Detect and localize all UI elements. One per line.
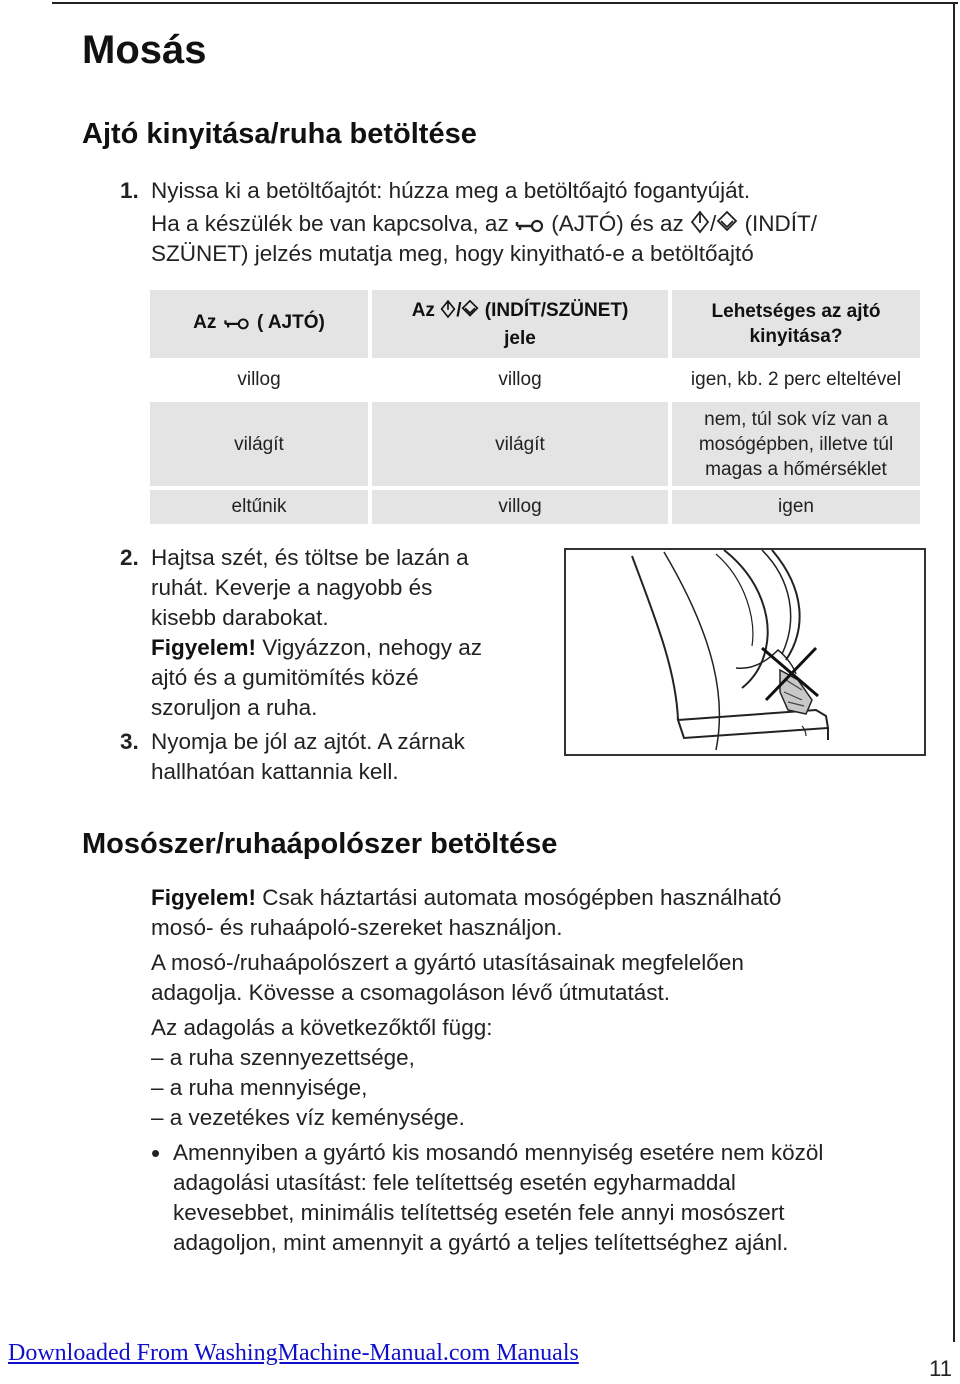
step-number: 2. [120, 545, 139, 570]
warning-line: Figyelem! Vigyázzon, nehogy az [151, 635, 483, 660]
list-item: – a ruha mennyisége, [151, 1075, 368, 1100]
page-frame-right [953, 2, 955, 1342]
table-header-row [150, 290, 920, 358]
table-row [150, 490, 920, 524]
cell-possible: nem, túl sok víz van a mosógépben, illetve túl magas a hőmérséklet [672, 402, 920, 486]
download-link[interactable]: Downloaded From WashingMachine-Manual.com Manuals [8, 1340, 579, 1366]
table-row [150, 362, 920, 398]
pause-icon [461, 299, 479, 326]
cell-start-pause: világít [372, 402, 668, 486]
warning-label: Figyelem! [151, 635, 257, 660]
cell-start-pause: villog [372, 490, 668, 524]
key-icon [515, 212, 545, 242]
page-title: Mosás [82, 28, 207, 72]
header-door: Az ( AJTÓ) [150, 290, 368, 358]
section-heading-door: Ajtó kinyitása/ruha betöltése [82, 118, 477, 150]
cell-possible: igen [672, 490, 920, 524]
step-1-line-2: Ha a készülék be van kapcsolva, az (AJTÓ) és az / (INDÍT/ [151, 209, 817, 242]
cell-start-pause: villog [498, 369, 542, 390]
cell-door: világít [150, 402, 368, 486]
list-item: – a ruha szennyezettsége, [151, 1045, 415, 1070]
warning-label: Figyelem! [151, 885, 257, 910]
step-1-line-3: SZÜNET) jelzés mutatja meg, hogy kinyitható-e a betöltőajtó [151, 241, 754, 266]
start-icon [440, 299, 456, 326]
door-status-table [146, 286, 924, 528]
cell-door: villog [237, 369, 281, 390]
cell-possible: igen, kb. 2 perc elteltével [690, 369, 902, 390]
cell-door: eltűnik [150, 490, 368, 524]
warning-line: Figyelem! Csak háztartási automata mosógépben használható [151, 885, 782, 910]
list-item: – a vezetékes víz keménysége. [151, 1105, 465, 1130]
page-frame-top [52, 2, 958, 4]
step-1-line-1: Nyissa ki a betöltőajtót: húzza meg a betöltőajtó fogantyúját. [151, 178, 751, 203]
page-number: 11 [929, 1356, 952, 1381]
table-row [150, 402, 920, 486]
header-possible: Lehetséges az ajtó kinyitása? [672, 290, 920, 358]
door-illustration [564, 548, 926, 756]
bullet-icon: • [151, 1138, 161, 1168]
start-icon [690, 210, 710, 242]
key-icon [222, 313, 252, 338]
pause-icon [716, 210, 738, 242]
step-number: 1. [120, 178, 139, 203]
step-number: 3. [120, 729, 139, 754]
header-start-pause: Az / (INDÍT/SZÜNET) jele [372, 290, 668, 358]
section-heading-detergent: Mosószer/ruhaápolószer betöltése [82, 828, 558, 860]
